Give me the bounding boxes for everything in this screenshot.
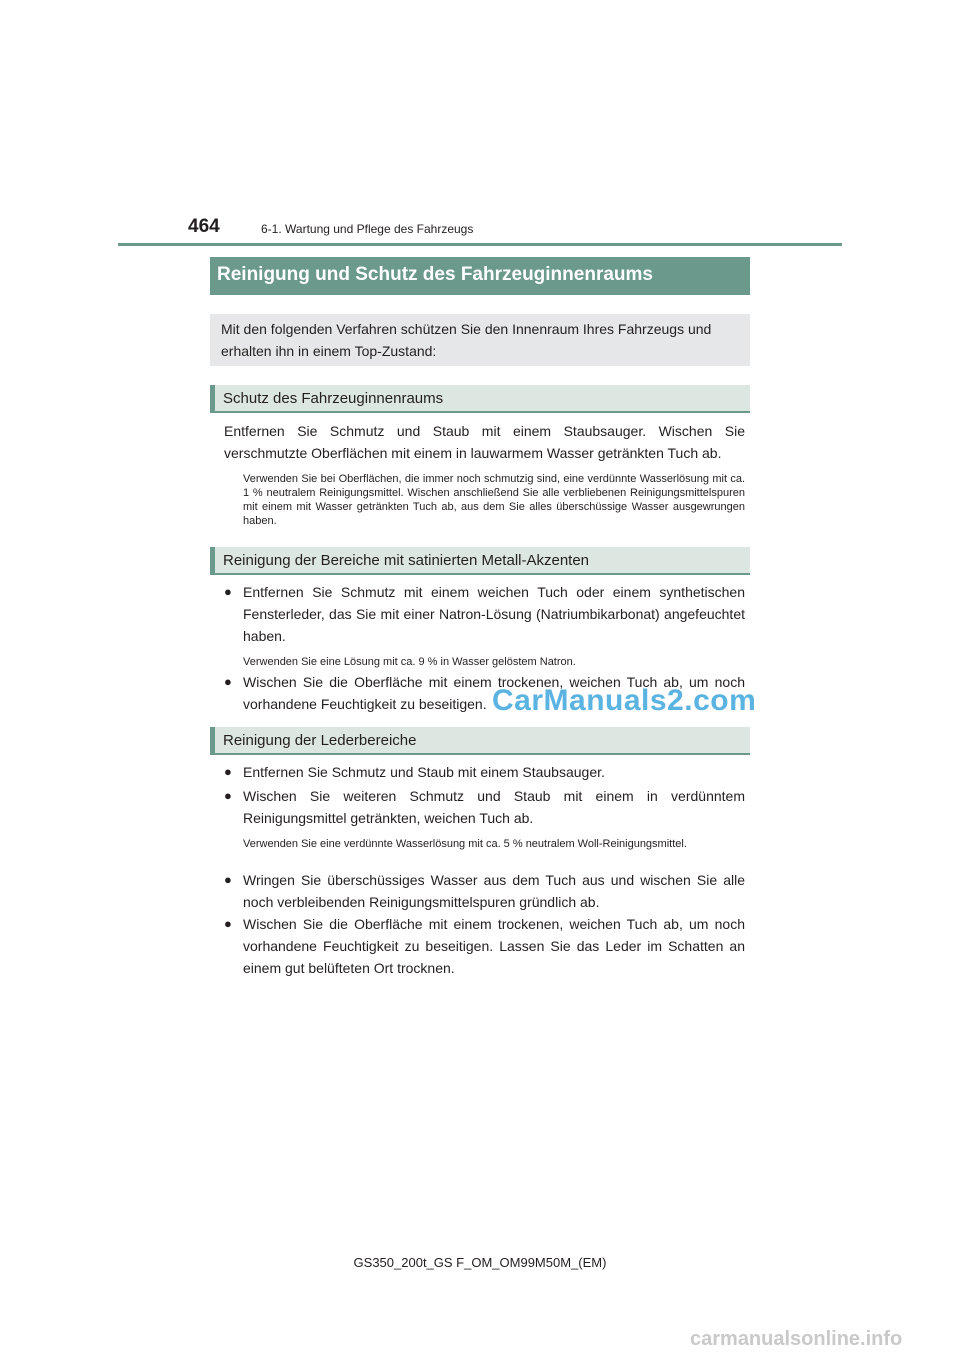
bullet-icon: ● [224,584,232,599]
section-heading-leather: Reinigung der Lederbereiche [210,727,750,755]
intro-box: Mit den folgenden Verfahren schützen Sie den Innenraum Ihres Fahrzeugs und erhalten ihn in einem Top-Zustand: [210,314,750,366]
page-number: 464 [188,216,220,237]
section-paragraph: Entfernen Sie Schmutz und Staub mit einem Staubsauger. Wischen Sie verschmutzte Oberflächen mit einem in lauwarmem Wasser getränkten Tuch ab. [224,423,745,461]
document-code: GS350_200t_GS F_OM_OM99M50M_(EM) [353,1255,607,1270]
list-item [224,869,745,913]
section-heading-interior-protection: Schutz des Fahrzeuginnenraums [210,385,750,413]
bullet-icon: ● [224,916,232,931]
section-note: Verwenden Sie eine Lösung mit ca. 9 % in Wasser gelöstem Natron. [243,656,576,668]
section-note: Verwenden Sie bei Oberflächen, die immer noch schmutzig sind, eine verdünnte Wasserlösung mit ca. 1 % neutralem Reinigungsmittel. Wischen anschließend Sie alle verbliebenen Reinigungsmittelspuren mit einem mit Wasser getränkten Tuch ab, aus dem Sie alles überschüssige Wasser ausgewrungen haben. [243,473,745,527]
list-item [224,913,745,979]
list-item [224,761,745,783]
list-item-text: Wischen Sie die Oberfläche mit einem trockenen, weichen Tuch ab, um noch vorhandene Feuchtigkeit zu beseitigen. [243,674,745,712]
list-item-text: Wringen Sie überschüssiges Wasser aus dem Tuch aus und wischen Sie alle noch verbleibenden Reinigungsmittelspuren gründlich ab. [243,872,745,910]
bullet-icon: ● [224,674,232,689]
list-item-text: Entfernen Sie Schmutz und Staub mit einem Staubsauger. [243,764,605,780]
header-divider [118,243,842,246]
page-title: Reinigung und Schutz des Fahrzeuginnenraums [210,257,750,295]
section-note: Verwenden Sie eine verdünnte Wasserlösung mit ca. 5 % neutralem Woll-Reinigungsmittel. [243,838,687,850]
bullet-icon: ● [224,764,232,779]
section-heading-satin-metal: Reinigung der Bereiche mit satinierten Metall-Akzenten [210,547,750,575]
list-item-text: Entfernen Sie Schmutz mit einem weichen Tuch oder einem synthetischen Fensterleder, das Sie mit einer Natron-Lösung (Natriumbikarbonat) angefeuchtet haben. [243,584,745,644]
list-item-text: Wischen Sie die Oberfläche mit einem trockenen, weichen Tuch ab, um noch vorhandene Feuchtigkeit zu beseitigen. Lassen Sie das Leder im Schatten an einem gut belüfteten Ort trocknen. [243,916,745,976]
bullet-icon: ● [224,788,232,803]
list-item [224,785,745,829]
section-label: 6-1. Wartung und Pflege des Fahrzeugs [261,222,474,236]
list-item-text: Wischen Sie weiteren Schmutz und Staub mit einem in verdünntem Reinigungsmittel getränkten, weichen Tuch ab. [243,788,745,826]
list-item [224,581,745,647]
footer-watermark: carmanualsonline.info [690,1328,903,1350]
watermark-logo: CarManuals2.com [492,684,757,717]
bullet-icon: ● [224,872,232,887]
